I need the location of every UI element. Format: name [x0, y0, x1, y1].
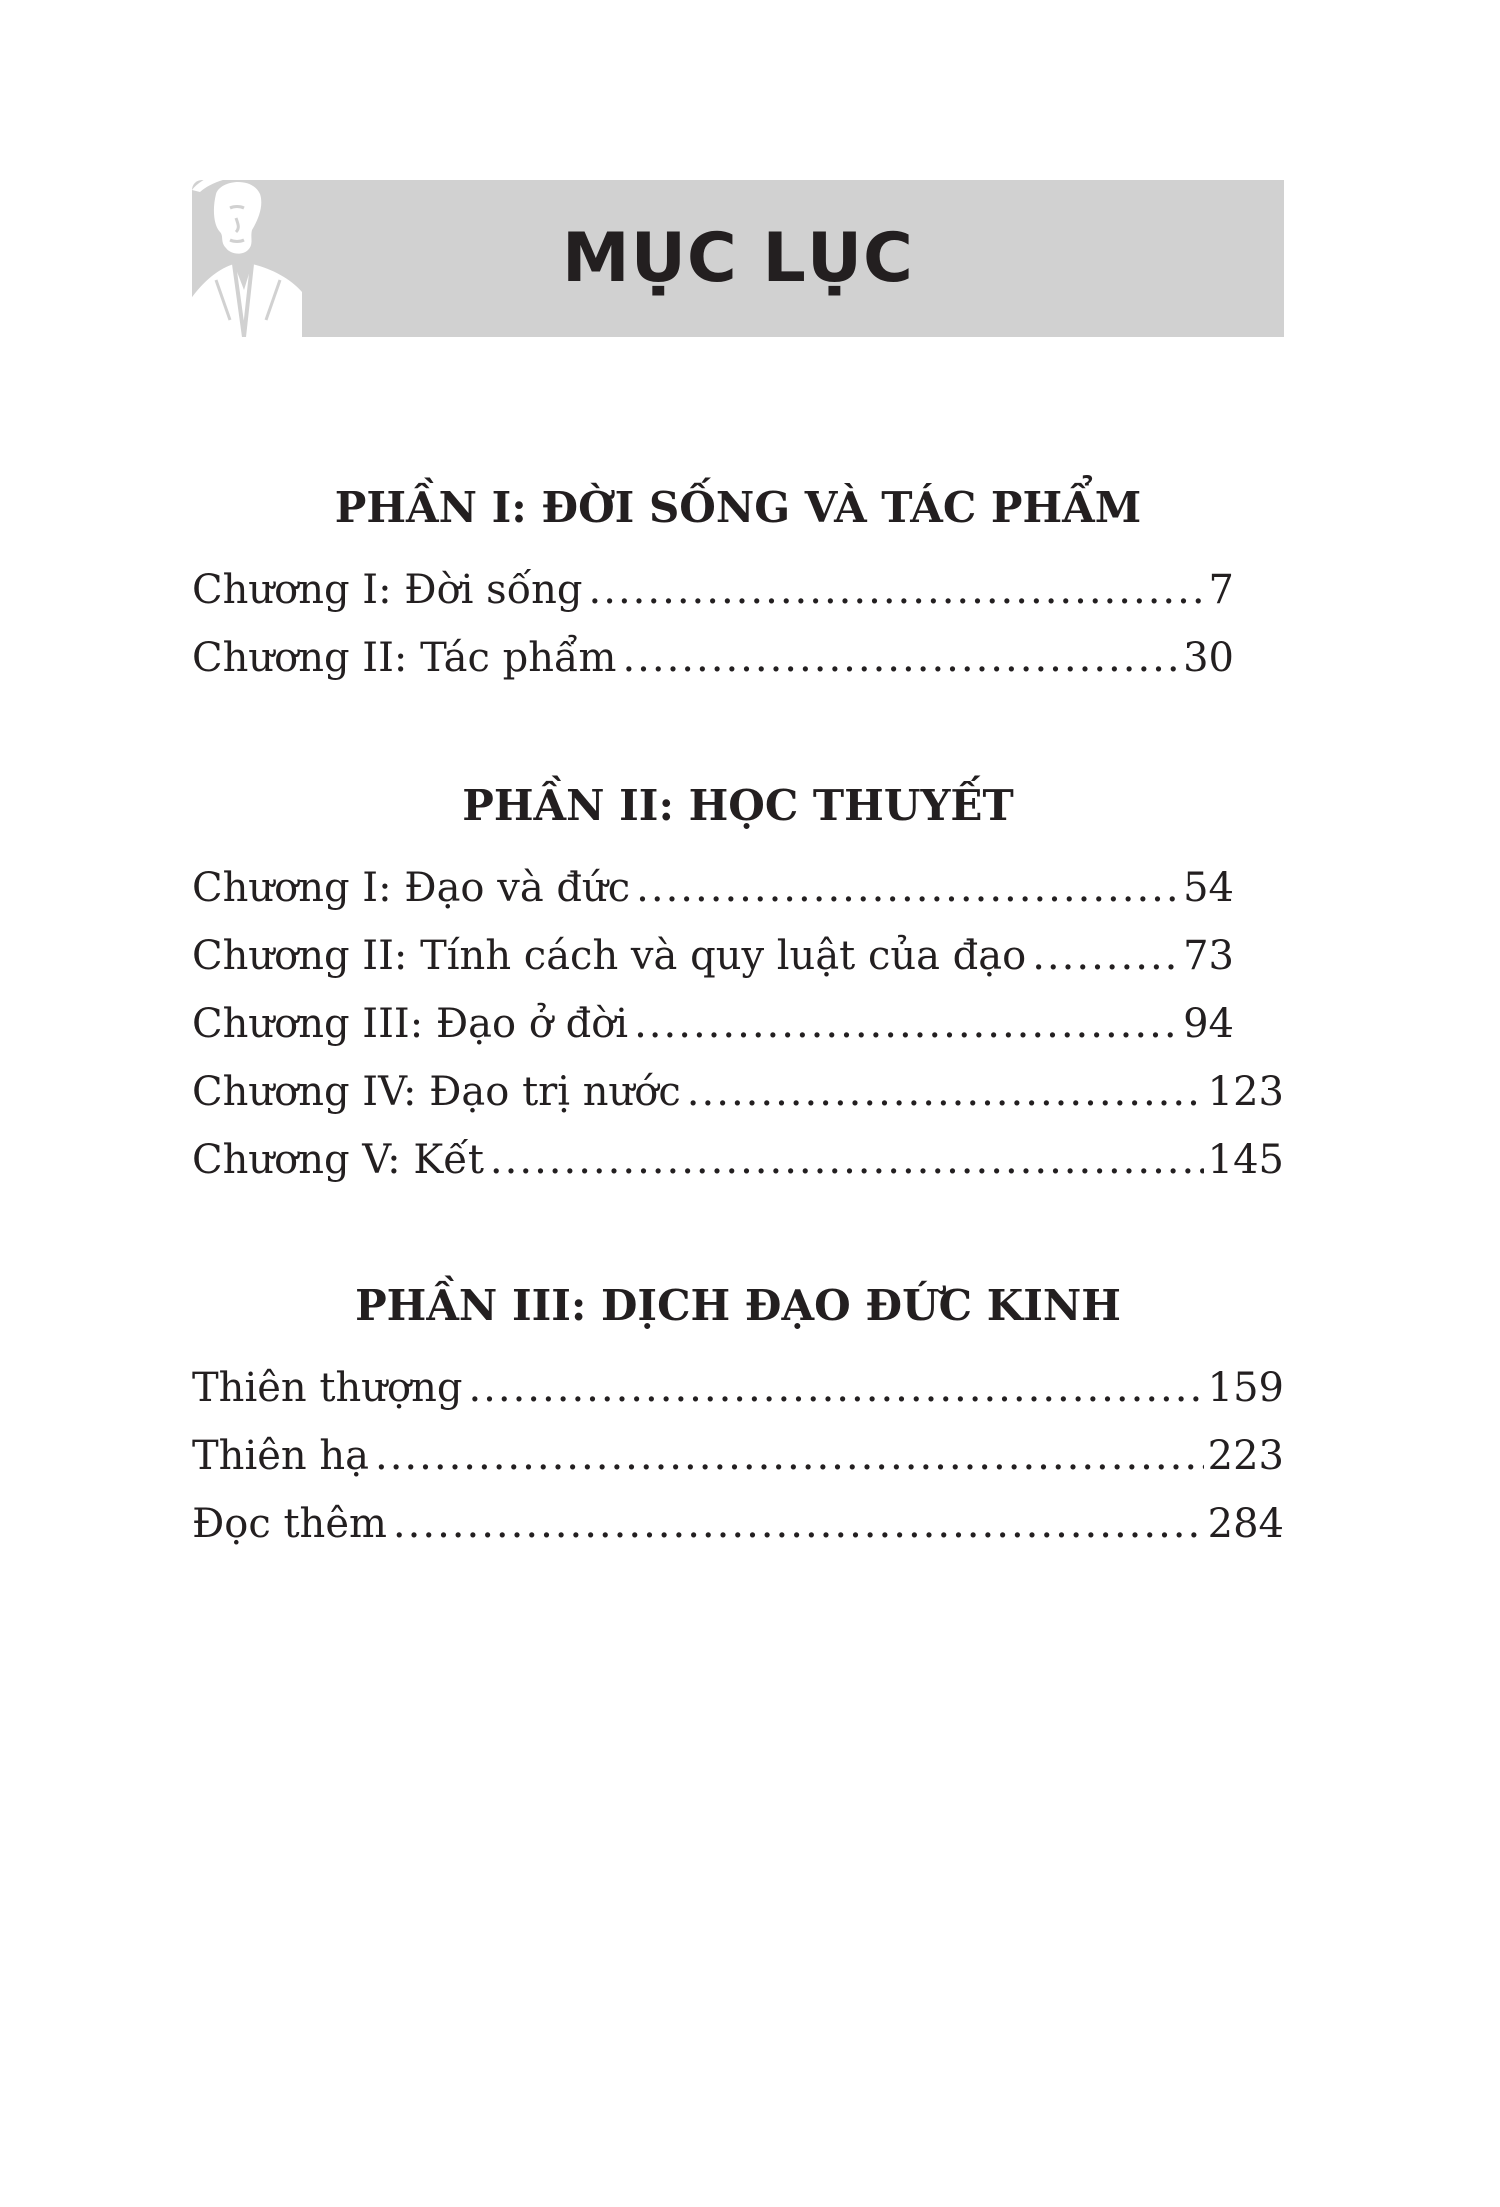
- toc-entry[interactable]: [192, 922, 1234, 990]
- entry-label: Chương V: Kết: [192, 1137, 484, 1183]
- entry-label: Chương II: Tác phẩm: [192, 635, 617, 681]
- dot-leader: [490, 1126, 1204, 1194]
- section-part-2: [192, 766, 1284, 1194]
- toc-entry[interactable]: [192, 990, 1234, 1058]
- entry-label: Chương I: Đạo và đức: [192, 865, 631, 911]
- toc-entry[interactable]: [192, 1422, 1284, 1490]
- entry-list: [192, 1354, 1284, 1558]
- entry-page-number: 73: [1183, 933, 1234, 979]
- entry-page-number: 284: [1207, 1501, 1284, 1547]
- entry-list: [192, 854, 1284, 1194]
- dot-leader: [393, 1490, 1204, 1558]
- entry-label: Thiên thượng: [192, 1365, 463, 1411]
- toc-entry[interactable]: [192, 1354, 1284, 1422]
- dot-leader: [622, 624, 1179, 692]
- entry-label: Chương IV: Đạo trị nước: [192, 1069, 681, 1115]
- entry-page-number: 159: [1207, 1365, 1284, 1411]
- dot-leader: [634, 990, 1179, 1058]
- toc-entry[interactable]: [192, 854, 1234, 922]
- dot-leader: [636, 854, 1179, 922]
- dot-leader: [1032, 922, 1179, 990]
- entry-page-number: 54: [1183, 865, 1234, 911]
- toc-entry[interactable]: [192, 1490, 1284, 1558]
- entry-page-number: 223: [1207, 1433, 1284, 1479]
- entry-label: Chương III: Đạo ở đời: [192, 1001, 629, 1047]
- table-of-contents: [192, 468, 1284, 1558]
- entry-page-number: 30: [1183, 635, 1234, 681]
- section-part-1: [192, 468, 1284, 692]
- entry-list: [192, 556, 1234, 692]
- entry-page-number: 145: [1207, 1137, 1284, 1183]
- dot-leader: [687, 1058, 1204, 1126]
- section-title: PHẦN II: HỌC THUYẾT: [462, 781, 1014, 830]
- dot-leader: [589, 556, 1205, 624]
- toc-entry[interactable]: [192, 1126, 1284, 1194]
- toc-entry[interactable]: [192, 624, 1234, 692]
- toc-entry[interactable]: [192, 556, 1234, 624]
- entry-label: Chương II: Tính cách và quy luật của đạo: [192, 933, 1027, 979]
- entry-label: Thiên hạ: [192, 1433, 369, 1479]
- entry-label: Chương I: Đời sống: [192, 567, 583, 613]
- section-title: PHẦN III: DỊCH ĐẠO ĐỨC KINH: [355, 1281, 1121, 1330]
- page-title: MỤC LỤC: [562, 219, 914, 298]
- toc-entry[interactable]: [192, 1058, 1284, 1126]
- section-title: PHẦN I: ĐỜI SỐNG VÀ TÁC PHẨM: [334, 483, 1142, 532]
- entry-label: Đọc thêm: [192, 1501, 387, 1547]
- dot-leader: [468, 1354, 1203, 1422]
- entry-page-number: 123: [1207, 1069, 1284, 1115]
- section-part-3: [192, 1266, 1284, 1558]
- entry-page-number: 7: [1208, 567, 1234, 613]
- entry-page-number: 94: [1183, 1001, 1234, 1047]
- dot-leader: [375, 1422, 1204, 1490]
